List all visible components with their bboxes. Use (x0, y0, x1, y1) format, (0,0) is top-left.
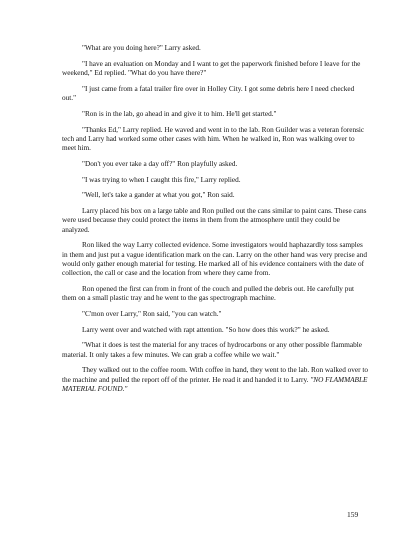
paragraph: "Don't you ever take a day off?" Ron playfully asked. (82, 159, 238, 168)
paragraph: "What it does is test the material for any traces of hydrocarbons or any other possible flammable material. It only takes a few minutes. We can grab a coffee while we wait." (62, 341, 362, 359)
paragraph: "C'mon over Larry," Ron said, "you can watch." (82, 309, 222, 318)
paragraph: "What are you doing here?" Larry asked. (82, 44, 201, 52)
paragraph: "Thanks Ed," Larry replied. He waved and went in to the lab. Ron Guilder was a veteran forensic tech and Larry had worked some other cases with him. When he walked in, Ron was walking over to meet him. (62, 125, 365, 152)
paragraph: Larry went over and watched with rapt attention. "So how does this work?" he asked. (82, 325, 330, 334)
paragraph: "Well, let's take a gander at what you got," Ron said. (82, 191, 235, 200)
paragraph: Larry placed his box on a large table and Ron pulled out the cans similar to paint cans. These cans were used because they could protect the items in them from the atmosphere until they could be analyzed. (62, 207, 367, 234)
paragraph: "I have an evaluation on Monday and I want to get the paperwork finished before I leave for the weekend," Ed replied. "What do you have there?" (62, 59, 361, 77)
paragraph: "I was trying to when I caught this fire," Larry replied. (82, 175, 241, 184)
paragraph-final (62, 366, 368, 394)
paragraph-final-text: They walked out to the coffee room. With coffee in hand, they went to the lab. Ron walked over to the machine and pulled the report off of the printer. He read it and handed it to Larry. (62, 366, 369, 384)
body-text (62, 44, 368, 401)
paragraph: Ron liked the way Larry collected evidence. Some investigators would haphazardly toss samples in them and just put a vague identification mark on the can. Larry on the other hand was very precise and would only gather enough material for testing. He marked all of his evidence containers with the date of collection, the call or case and the location from where they came from. (62, 241, 368, 277)
paragraph: "I just came from a fatal trailer fire over in Holley City. I got some debris here I need checked out." (62, 84, 355, 102)
paragraph: Ron opened the first can from in front of the couch and pulled the debris out. He carefully put them on a small plastic tray and he went to the gas spectrograph machine. (62, 284, 354, 302)
report-result-italic: "NO FLAMMABLE MATERIAL FOUND." (62, 375, 368, 393)
paragraph: "Ron is in the lab, go ahead in and give it to him. He'll get started." (82, 109, 277, 118)
page-number: 159 (347, 510, 359, 519)
